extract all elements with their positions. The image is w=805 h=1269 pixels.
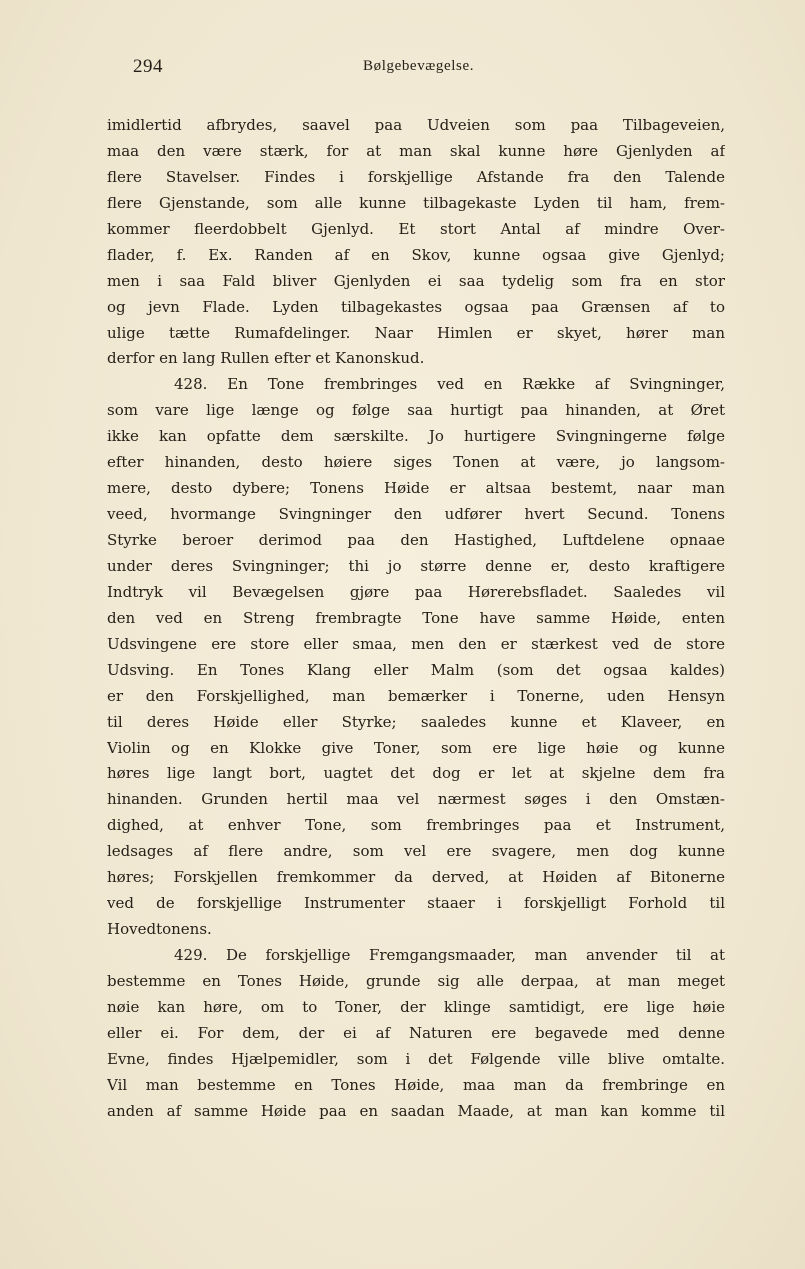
text-line: veed, hvormange Svingninger den udfører hvert Secund. Tonens [107, 505, 725, 524]
text-line: Udsving. En Tones Klang eller Malm (som det ogsaa kaldes) [107, 660, 725, 679]
text-line: Indtryk vil Bevægelsen gjøre paa Hørerebsfladet. Saaledes vil [107, 582, 725, 601]
text-line: efter hinanden, desto høiere siges Tonen at være, jo langsom- [107, 453, 725, 472]
text-line: flere Stavelser. Findes i forskjellige Afstande fra den Talende [107, 167, 725, 186]
text-line: høres; Forskjellen fremkommer da derved, at Høiden af Bitonerne [107, 868, 725, 887]
text-line: hinanden. Grunden hertil maa vel nærmest søges i den Omstæn- [107, 790, 725, 809]
text-line: flader, f. Ex. Randen af en Skov, kunne ogsaa give Gjenlyd; [107, 245, 725, 264]
page-number: 294 [133, 56, 163, 77]
text-line: Violin og en Klokke give Toner, som ere lige høie og kunne [107, 738, 725, 757]
text-line: høres lige langt bort, uagtet det dog er let at skjelne dem fra [107, 764, 725, 783]
body-text [107, 113, 725, 1125]
text-line: er den Forskjellighed, man bemærker i Tonerne, uden Hensyn [107, 686, 725, 705]
text-line: ved de forskjellige Instrumenter staaer i forskjelligt Forhold til [107, 894, 725, 913]
paragraph-429-start: 429. De forskjellige Fremgangsmaader, man anvender til at [174, 946, 725, 964]
text-line: som vare lige længe og følge saa hurtigt paa hinanden, at Øret [107, 401, 725, 420]
text-line: og jevn Flade. Lyden tilbagekastes ogsaa paa Grænsen af to [107, 297, 725, 316]
text-line: men i saa Fald bliver Gjenlyden ei saa tydelig som fra en stor [107, 271, 725, 290]
text-line: Styrke beroer derimod paa den Hastighed, Luftdelene opnaae [107, 531, 725, 549]
text-line: anden af samme Høide paa en saadan Maade, at man kan komme til [107, 1101, 725, 1120]
text-line: flere Gjenstande, som alle kunne tilbagekaste Lyden til ham, frem- [107, 193, 725, 212]
text-line: Udsvingene ere store eller smaa, men den er stærkest ved de store [107, 634, 725, 653]
text-line: ikke kan opfatte dem særskilte. Jo hurtigere Svingningerne følge [107, 427, 725, 446]
text-line: bestemme en Tones Høide, grunde sig alle derpaa, at man meget [107, 971, 725, 990]
text-line: eller ei. For dem, der ei af Naturen ere begavede med denne [107, 1023, 725, 1042]
page-header [133, 56, 723, 88]
text-line: nøie kan høre, om to Toner, der klinge samtidigt, ere lige høie [107, 997, 725, 1016]
text-line: imidlertid afbrydes, saavel paa Udveien som paa Tilbageveien, [107, 116, 725, 134]
text-line: kommer fleerdobbelt Gjenlyd. Et stort Antal af mindre Over- [107, 219, 725, 238]
text-line: under deres Svingninger; thi jo større denne er, desto kraftigere [107, 556, 725, 575]
text-line: Evne, findes Hjælpemidler, som i det Følgende ville blive omtalte. [107, 1049, 725, 1068]
text-line: Hovedtonens. [107, 920, 212, 939]
text-line: mere, desto dybere; Tonens Høide er altsaa bestemt, naar man [107, 479, 725, 498]
text-line: derfor en lang Rullen efter et Kanonskud. [107, 349, 425, 368]
paragraph-428-start: 428. En Tone frembringes ved en Række af Svingninger, [174, 375, 725, 394]
text-line: ledsages af flere andre, som vel ere svagere, men dog kunne [107, 842, 725, 861]
text-line: ulige tætte Rumafdelinger. Naar Himlen er skyet, hører man [107, 323, 725, 342]
text-line: maa den være stærk, for at man skal kunne høre Gjenlyden af [107, 141, 725, 160]
text-line: Vil man bestemme en Tones Høide, maa man da frembringe en [107, 1075, 725, 1094]
text-line: den ved en Streng frembragte Tone have samme Høide, enten [107, 608, 725, 627]
text-line: til deres Høide eller Styrke; saaledes kunne et Klaveer, en [107, 712, 725, 731]
text-line: dighed, at enhver Tone, som frembringes paa et Instrument, [107, 816, 725, 835]
running-head: Bølgebevægelse. [363, 58, 475, 74]
